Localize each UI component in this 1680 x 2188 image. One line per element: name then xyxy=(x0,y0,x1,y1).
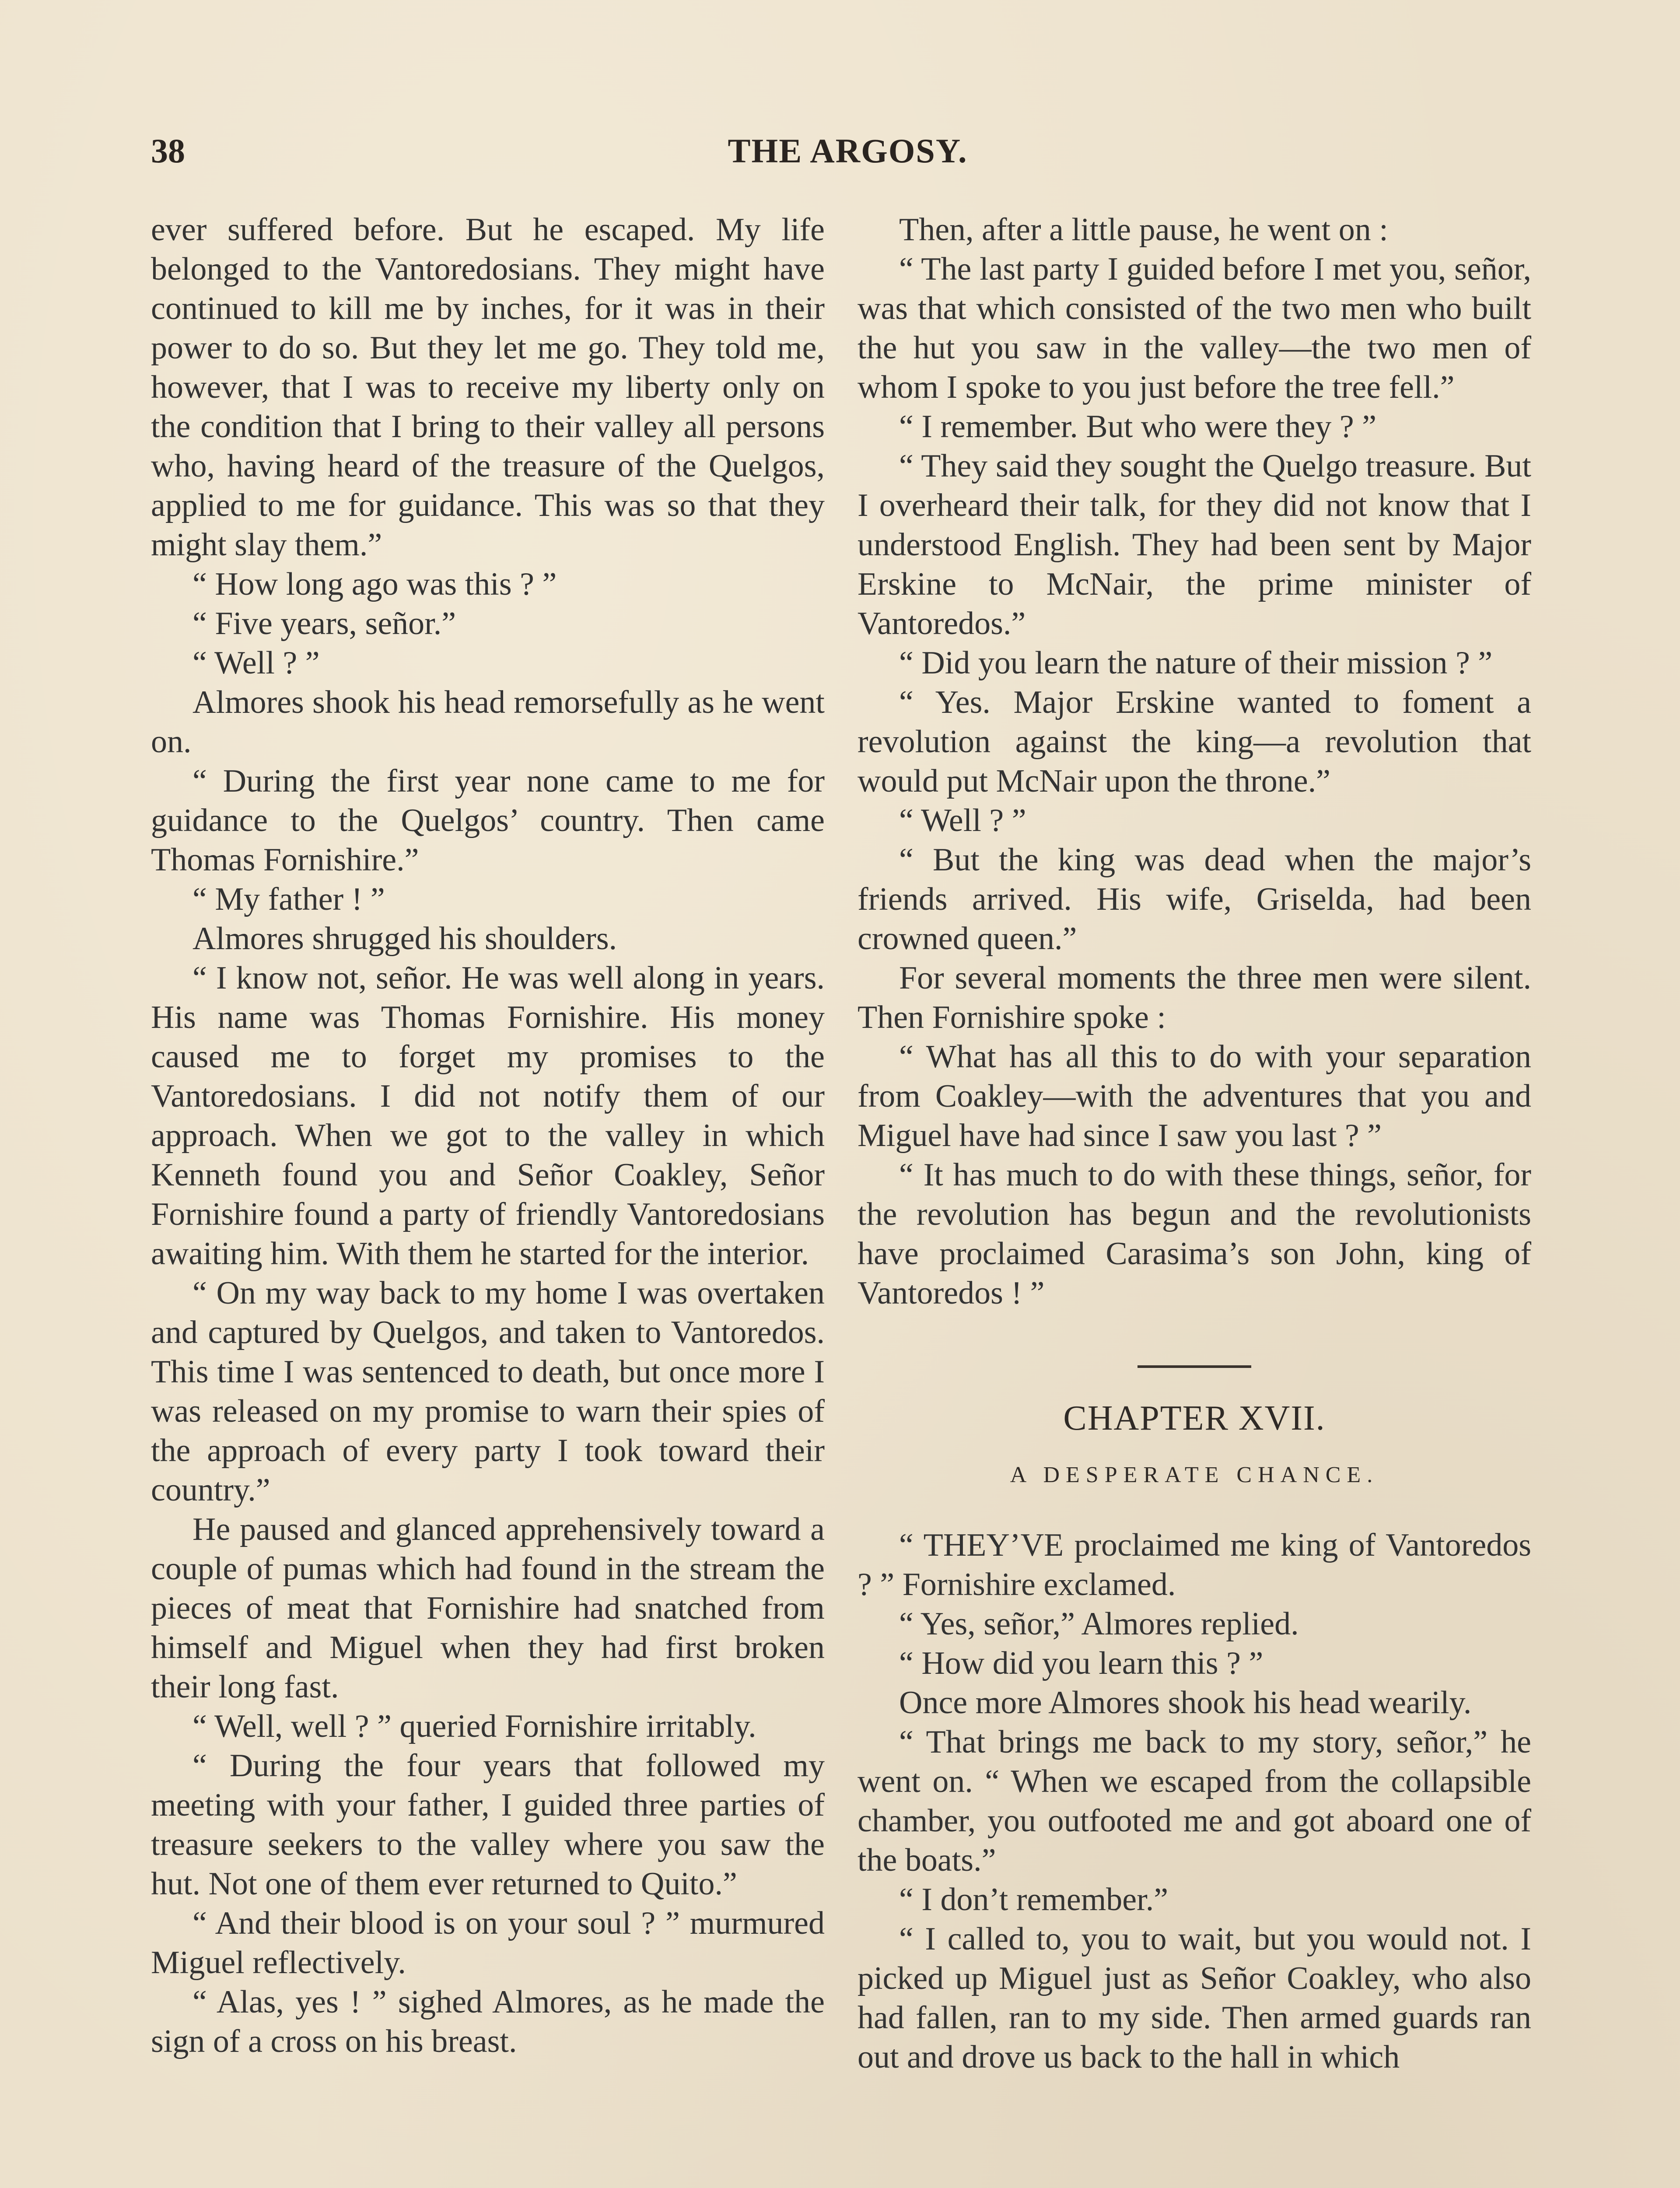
paragraph: “ Well ? ” xyxy=(192,645,320,681)
paragraph: “ During the four years that followed my meeting with your father, I guided three parties of treasure seekers to the valley where you saw the hut. Not one of them ever returned to Quito.” xyxy=(151,1748,825,1902)
paragraph: “ Yes. Major Erskine wanted to foment a revolution against the king—a revolution that would put McNair upon the throne.” xyxy=(858,684,1531,799)
paragraph: “ How did you learn this ? ” xyxy=(899,1645,1264,1681)
left-column xyxy=(151,210,825,2061)
paragraph: Once more Almores shook his head wearily. xyxy=(899,1685,1472,1721)
paragraph: “ During the first year none came to me for guidance to the Quelgos’ country. Then came Thomas Fornishire.” xyxy=(151,763,825,878)
page-number: 38 xyxy=(151,132,185,170)
paragraph: “ THEY’VE proclaimed me king of Vantoredos ? ” Fornishire exclamed. xyxy=(858,1527,1531,1602)
paragraph: “ And their blood is on your soul ? ” murmured Miguel reflectively. xyxy=(151,1905,825,1981)
page-header xyxy=(151,131,1544,184)
paragraph: “ Yes, señor,” Almores replied. xyxy=(899,1606,1299,1642)
paragraph: “ Alas, yes ! ” sighed Almores, as he made the sign of a cross on his breast. xyxy=(151,1984,825,2059)
paragraph: “ The last party I guided before I met you, señor, was that which consisted of the two men who built the hut you saw in the valley—the two men of whom I spoke to you just before the tree fell.” xyxy=(858,251,1531,405)
paragraph: “ It has much to do with these things, señor, for the revolution has begun and the revolutionists have proclaimed Carasima’s son John, king of Vantoredos ! ” xyxy=(858,1157,1531,1311)
paragraph: “ How long ago was this ? ” xyxy=(192,566,557,602)
paragraph: Almores shrugged his shoulders. xyxy=(192,921,617,957)
paragraph: “ Well, well ? ” queried Fornishire irritably. xyxy=(192,1708,756,1744)
paragraph: Then, after a little pause, he went on : xyxy=(899,212,1388,248)
section-divider xyxy=(1138,1365,1251,1368)
paragraph: “ That brings me back to my story, señor,” he went on. “ When we escaped from the collapsible chamber, you outfooted me and got aboard one of the boats.” xyxy=(858,1724,1531,1878)
paragraph: “ Well ? ” xyxy=(899,803,1026,838)
paragraph: “ Five years, señor.” xyxy=(192,606,456,642)
paragraph: “ What has all this to do with your separation from Coakley—with the adventures that you and Miguel have had since I saw you last ? ” xyxy=(858,1039,1531,1154)
paragraph: “ On my way back to my home I was overtaken and captured by Quelgos, and taken to Vantoredos. This time I was sentenced to death, but once more I was released on my promise to warn their spies of the approach of every party I took toward their country.” xyxy=(151,1275,825,1508)
paragraph: Almores shook his head remorsefully as he went on. xyxy=(151,684,825,760)
paragraph: He paused and glanced apprehensively toward a couple of pumas which had found in the stream the pieces of meat that Fornishire had snatched from himself and Miguel when they had first broken their long fast. xyxy=(151,1511,825,1705)
paragraph: “ They said they sought the Quelgo treasure. But I overheard their talk, for they did not know that I understood English. They had been sent by Major Erskine to McNair, the prime minister of Vantoredos.” xyxy=(858,448,1531,642)
paragraph: “ My father ! ” xyxy=(192,881,385,917)
right-column xyxy=(858,210,1531,2077)
paragraph: “ I don’t remember.” xyxy=(899,1882,1169,1918)
paragraph: “ Did you learn the nature of their mission ? ” xyxy=(899,645,1493,681)
paragraph: “ I called to, you to wait, but you would not. I picked up Miguel just as Señor Coakley, who also had fallen, ran to my side. Then armed guards ran out and drove us back to the hall in which xyxy=(858,1921,1531,2075)
chapter-heading: CHAPTER XVII. xyxy=(1063,1399,1326,1438)
paragraph: “ But the king was dead when the major’s friends arrived. His wife, Griselda, had been crowned queen.” xyxy=(858,842,1531,957)
paragraph: “ I remember. But who were they ? ” xyxy=(899,409,1377,445)
paragraph: ever suffered before. But he escaped. My life belonged to the Vantoredosians. They might have continued to kill me by inches, for it was in their power to do so. But they let me go. They told me, however, that I was to receive my liberty only on the condition that I bring to their valley all persons who, having heard of the treasure of the Quelgos, applied to me for guidance. This was so that they might slay them.” xyxy=(151,212,825,563)
paragraph: For several moments the three men were silent. Then Fornishire spoke : xyxy=(858,960,1531,1035)
paragraph: “ I know not, señor. He was well along in years. His name was Thomas Fornishire. His money caused me to forget my promises to the Vantoredosians. I did not notify them of our approach. When we got to the valley in which Kenneth found you and Señor Coakley, Señor Fornishire found a party of friendly Vantoredosians awaiting him. With them he started for the interior. xyxy=(151,960,825,1272)
running-title: THE ARGOSY. xyxy=(728,132,968,170)
chapter-subtitle: A DESPERATE CHANCE. xyxy=(1010,1462,1379,1487)
